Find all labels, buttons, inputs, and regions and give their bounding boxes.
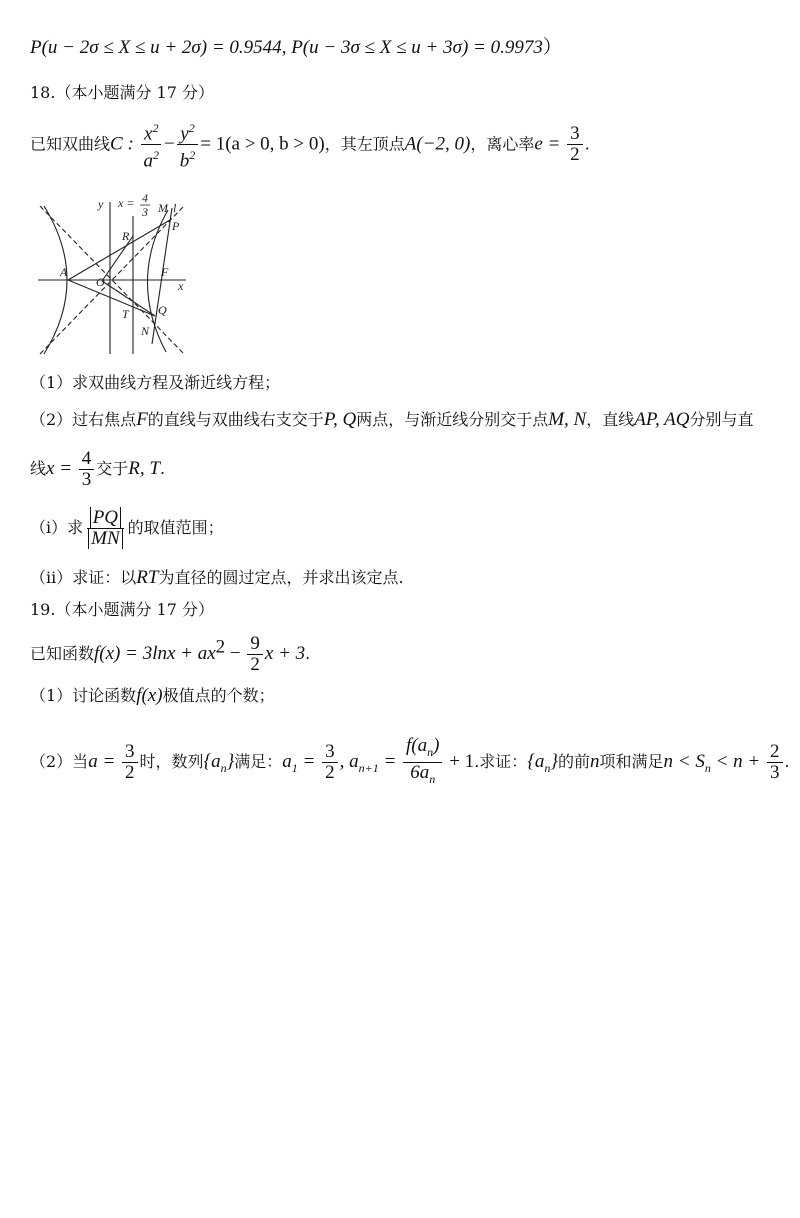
q19-part2: （2）当a = $\frac{3}{2}$ 时，数列$\{a_n\}$满足：$a_1$ = $\frac{3}{2}$ , $a_{n+1}$ = $\frac{f(a_n)}{6a_n}$ + 1.求证：$\{a_n\}$的前n项和满足$n < S_n < n$ + $\frac{2}{3}$ . xyxy=(30,736,790,789)
label-4: 4 xyxy=(142,194,148,205)
label-l: l xyxy=(173,201,177,215)
q18-header: 18.（本小题满分 17 分） xyxy=(30,83,214,102)
label-F: F xyxy=(161,265,169,279)
q18-curve-name: C : xyxy=(110,133,139,155)
prob-sep: , xyxy=(281,37,292,58)
prob-3sigma: P(u − 3σ ≤ X ≤ u + 3σ) = 0.9973 xyxy=(291,37,543,58)
label-R: R xyxy=(122,229,130,243)
frac-y2-b2: $\frac{y^2}{b^2}$ xyxy=(177,118,199,172)
q18-stem-condition: = 1(a > 0, b > 0) xyxy=(200,133,325,155)
frac-3-2-a: $\frac{3}{2}$ xyxy=(122,742,138,783)
label-Q: Q xyxy=(158,303,167,317)
inequality: $n < S_n < n$ + xyxy=(663,750,766,775)
q18-part2-line1: （2）过右焦点F的直线与双曲线右支交于P, Q两点，与渐近线分别交于点M, N，直线AP, AQ分别与直 xyxy=(30,409,754,430)
function-fx-ref: f(x) xyxy=(136,685,163,706)
label-T: T xyxy=(122,307,129,321)
q19-header: 19.（本小题满分 17 分） xyxy=(30,600,214,619)
label-N: N xyxy=(141,324,150,338)
label-3: 3 xyxy=(142,205,148,219)
sequence-an-2: $\{a_n\}$ xyxy=(527,750,558,775)
sequence-an: $\{a_n\}$ xyxy=(203,750,235,775)
q18-part2-line2: 线x = $\frac{4}{3}$ 交于R, T. xyxy=(30,448,166,490)
q18-stem-lead: 已知双曲线 xyxy=(30,134,111,154)
frac-9-2: $\frac{9}{2}$ xyxy=(247,634,263,675)
points-MN: M, N xyxy=(548,409,587,430)
label-M: M xyxy=(158,201,168,215)
q19-part1: （1）讨论函数f(x)极值点的个数； xyxy=(30,685,275,706)
points-RT: R, T xyxy=(128,458,160,479)
label-y: y xyxy=(98,197,104,211)
line-AP xyxy=(68,220,170,280)
function-fx: f(x) = 3lnx + ax xyxy=(94,643,216,664)
label-O: O xyxy=(96,275,105,289)
frac-3-2: $\frac{3}{2}$ xyxy=(567,124,583,165)
points-PQ: P, Q xyxy=(323,409,357,430)
a1: $a_1$ = xyxy=(282,750,321,775)
line-AQ xyxy=(68,280,155,316)
q18-vertex-point: A(−2, 0) xyxy=(404,133,471,155)
lines-AP-AQ: AP, AQ xyxy=(634,409,690,430)
label-A: A xyxy=(60,265,68,279)
frac-recurrence: $\frac{f(a_n)}{6a_n}$ xyxy=(403,736,442,789)
frac-3-2-b: $\frac{3}{2}$ xyxy=(322,742,338,783)
q18-part1: （1）求双曲线方程及渐近线方程； xyxy=(30,373,281,392)
segment-RT: RT xyxy=(136,567,159,588)
label-P: P xyxy=(172,219,180,233)
q18-eccentricity: e = xyxy=(534,133,566,155)
focus-F: F xyxy=(136,409,148,430)
frac-x2-a2: $\frac{x^2}{a^2}$ xyxy=(141,118,163,172)
hyperbola-figure xyxy=(38,194,198,359)
label-xeq: x = xyxy=(118,196,135,210)
prob-2sigma: P(u − 2σ ≤ X ≤ u + 2σ) = 0.9544 xyxy=(30,37,282,58)
q19-stem: 已知函数$f(x) = 3\ln x + ax^2$ − $\frac{9}{2}$ x + 3. xyxy=(30,633,311,675)
frac-4-3: $\frac{4}{3}$ xyxy=(79,449,95,490)
q18-sub-ii: （ii）求证：以RT为直径的圆过定点，并求出该定点. xyxy=(30,567,404,588)
prob-close: ） xyxy=(542,37,562,58)
recurrence-lhs: , $a_{n+1}$ = xyxy=(339,750,402,775)
label-x: x xyxy=(178,279,184,293)
q18-stem: 已知双曲线C : $\frac{x^2}{a^2}$ − $\frac{y^2}{b^2}$ = 1(a > 0, b > 0)，其左顶点A(−2, 0)，离心率e = $\frac{3}{2}$ . xyxy=(30,118,590,172)
q18-sub-i: （i）求 $\frac{PQ}{MN}$ 的取值范围； xyxy=(30,507,224,549)
frac-2-3: $\frac{2}{3}$ xyxy=(767,742,783,783)
probability-line xyxy=(30,38,562,58)
frac-PQ-MN: $\frac{PQ}{MN}$ xyxy=(85,508,126,549)
